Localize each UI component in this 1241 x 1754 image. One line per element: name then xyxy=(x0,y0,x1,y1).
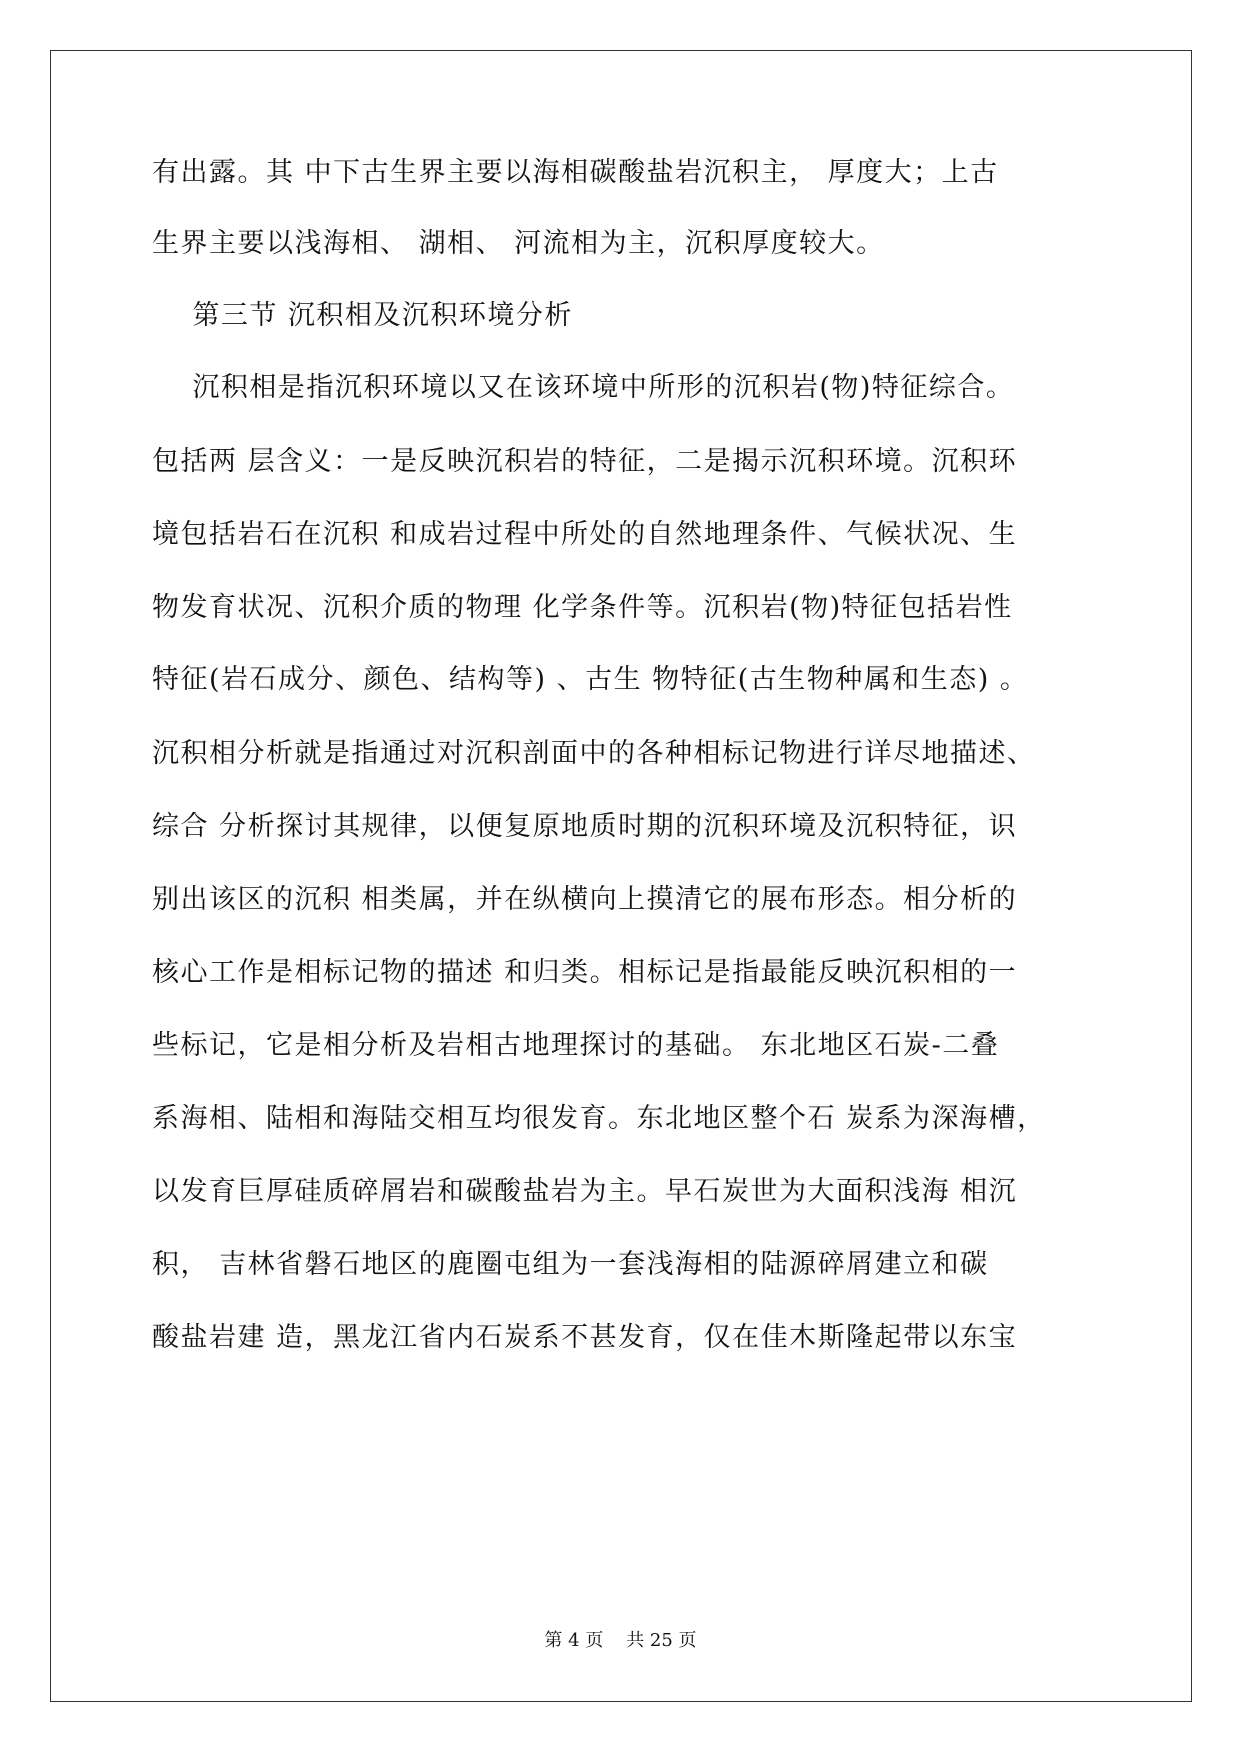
text-line: 包括两 层含义：一是反映沉积岩的特征，二是揭示沉积环境。沉积环 xyxy=(152,446,1018,477)
text-line: 沉积相是指沉积环境以又在该环境中所形的沉积岩(物)特征综合。 xyxy=(152,372,1015,403)
text-line: 酸盐岩建 造，黑龙江省内石炭系不甚发育，仅在佳木斯隆起带以东宝 xyxy=(152,1322,1018,1353)
text-line: 物发育状况、沉积介质的物理 化学条件等。沉积岩(物)特征包括岩性 xyxy=(152,592,1013,623)
page-border xyxy=(50,50,1192,1702)
text-line: 些标记，它是相分析及岩相古地理探讨的基础。 东北地区石炭-二叠 xyxy=(152,1030,1000,1061)
text-line: 综合 分析探讨其规律，以便复原地质时期的沉积环境及沉积特征，识 xyxy=(152,811,1018,842)
text-line: 系海相、陆相和海陆交相互均很发育。东北地区整个石 炭系为深海槽， xyxy=(152,1103,1046,1134)
text-line: 生界主要以浅海相、 湖相、 河流相为主，沉积厚度较大。 xyxy=(152,228,885,259)
page-number-footer: 第 4 页 共 25 页 xyxy=(544,1630,697,1651)
text-line: 特征(岩石成分、颜色、结构等) 、古生 物特征(古生物种属和生态) 。 xyxy=(152,664,1029,695)
text-line: 有出露。其 中下古生界主要以海相碳酸盐岩沉积主， 厚度大；上古 xyxy=(152,157,999,188)
text-line: 沉积相分析就是指通过对沉积剖面中的各种相标记物进行详尽地描述、 xyxy=(152,738,1036,769)
text-line: 以发育巨厚硅质碎屑岩和碳酸盐岩为主。早石炭世为大面积浅海 相沉 xyxy=(152,1176,1018,1207)
text-line: 别出该区的沉积 相类属，并在纵横向上摸清它的展布形态。相分析的 xyxy=(152,884,1018,915)
section-heading: 第三节 沉积相及沉积环境分析 xyxy=(152,300,573,331)
text-line: 境包括岩石在沉积 和成岩过程中所处的自然地理条件、气候状况、生 xyxy=(152,519,1018,550)
text-line: 积， 吉林省磐石地区的鹿圈屯组为一套浅海相的陆源碎屑建立和碳 xyxy=(152,1249,989,1280)
text-line: 核心工作是相标记物的描述 和归类。相标记是指最能反映沉积相的一 xyxy=(152,957,1018,988)
